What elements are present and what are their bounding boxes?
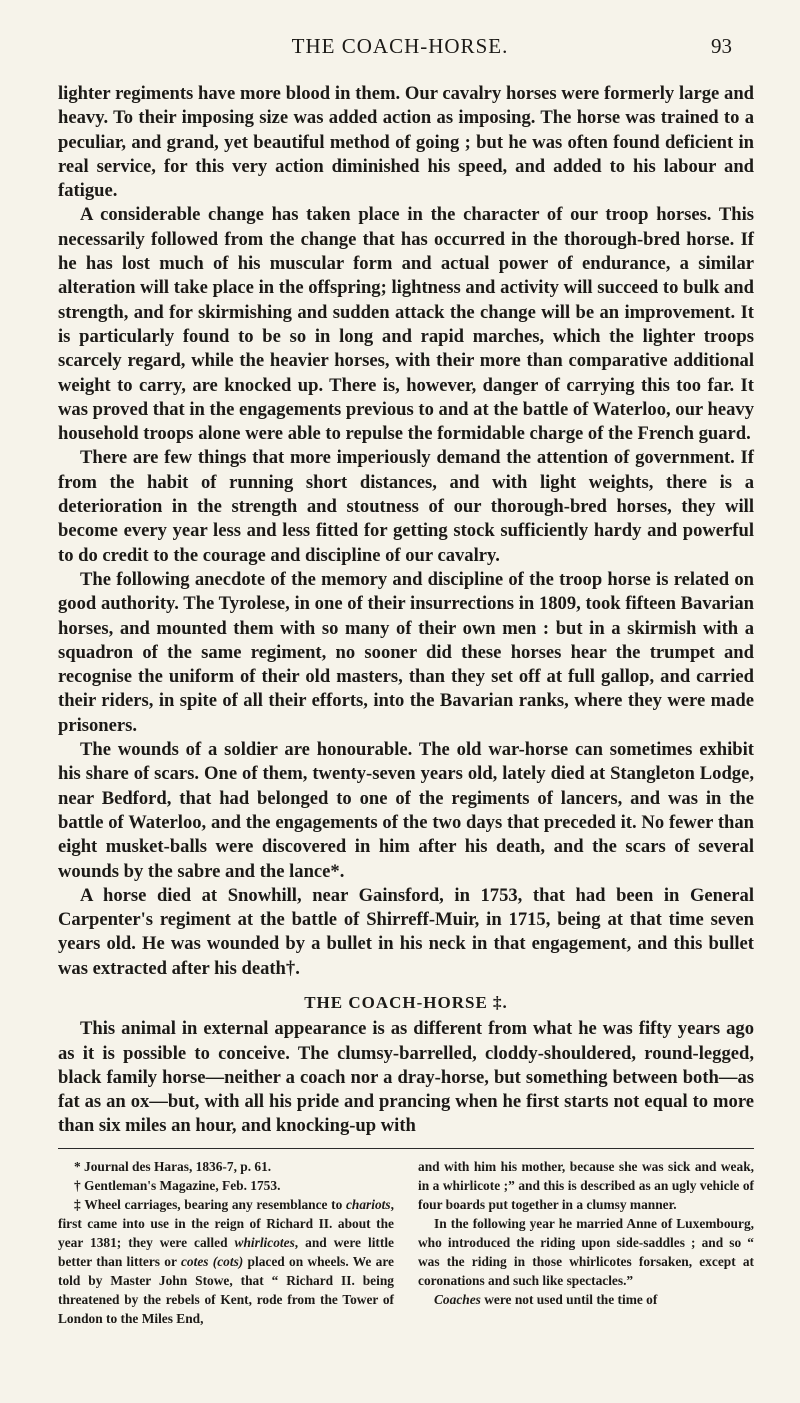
- paragraph-coach-horse: This animal in external appearance is as different from what he was fifty years ago as it is possible to conceive. The clumsy-barrelled, cloddy-shouldered, round-legged, black family horse—neither a coach nor a dray-horse, but something between both—as fat as an ox—but, with all his pride and prancing when he first starts not equal to more than six miles an hour, and knocking-up with: [58, 1018, 754, 1137]
- paragraph-cavalry-regiments: lighter regiments have more blood in them. Our cavalry horses were formerly large and heavy. To their imposing size was added action as imposing. The horse was trained to a peculiar, and grand, yet beautiful method of going ; but he was often found deficient in real service, for this very action diminished his speed, and added to his labour and fatigue.: [58, 83, 754, 202]
- footnote-3-text-c: , and were little better than litters or: [58, 1235, 394, 1269]
- footnote-1: * Journal des Haras, 1836-7, p. 61.: [74, 1159, 272, 1174]
- footnote-rule: [58, 1148, 754, 1149]
- footnote-3-coaches-word: Coaches: [434, 1292, 481, 1307]
- footnote-3-text-b: , first came into use in the reign of Richard II. about the year 1381; they were called: [58, 1197, 394, 1250]
- section-title-coach-horse: THE COACH-HORSE ‡.: [304, 992, 508, 1012]
- footnotes-right-column: [418, 1157, 754, 1328]
- footnote-2: † Gentleman's Magazine, Feb. 1753.: [74, 1178, 281, 1193]
- footnote-3-luxembourg: In the following year he married Anne of Luxembourg, who introduced the riding upon side-saddles ; and so “ was the riding in those whirlicotes forsaken, except at coronations and such like spectacles.”: [418, 1216, 754, 1288]
- running-title: THE COACH-HORSE.: [291, 34, 509, 58]
- paragraph-troop-horses-change: A considerable change has taken place in the character of our troop horses. This necessarily followed from the change that has occurred in the thorough-bred horse. If he has lost much of his muscular form and actual power of endurance, a similar alteration will take place in the offspring; lightness and activity will succeed to bulk and strength, and for skirmishing and sudden attack the change will be an improvement. It is particularly found to be so in long and rapid marches, which the lighter troops scarcely regard, while the heavier horses, with their more than comparative additional weight to carry, are knocked up. There is, however, danger of carrying this too far. It was proved that in the engagements previous to and at the battle of Waterloo, our heavy household troops alone were able to repulse the formidable charge of the French guard.: [58, 204, 754, 445]
- footnote-3-coaches-rest: were not used until the time of: [484, 1292, 658, 1307]
- footnote-3-whirlicotes: whirlicotes: [234, 1235, 295, 1250]
- paragraph-snowhill-horse: A horse died at Snowhill, near Gainsford, in 1753, that had been in General Carpenter's regiment at the battle of Shirreff-Muir, in 1715, being at that time seven years old. He was wounded by a bullet in his neck in that engagement, and this bullet was extracted after his death†.: [58, 884, 754, 979]
- footnote-3-text-d: placed on wheels. We are told by Master John Stowe, that “ Richard II. being threatened by the rebels of Kent, rode from the Tower of London to the Miles End,: [58, 1254, 394, 1326]
- footnote-3-continuation: and with him his mother, because she was sick and weak, in a whirlicote ;” and this is described as an ugly vehicle of four boards put together in a clumsy manner.: [418, 1159, 754, 1212]
- paragraph-government-attention: There are few things that more imperiously demand the attention of government. If from the habit of running short distances, and with light weights, there is a deterioration in the strength and stoutness of our thorough-bred horses, they will become every year less and less fitted for getting stock sufficiently hardy and powerful to do credit to the courage and discipline of our cavalry.: [58, 447, 754, 566]
- footnote-3-coaches: [418, 1290, 754, 1309]
- footnotes-left-column: [58, 1157, 394, 1328]
- footnote-3-chariots: chariots: [345, 1197, 391, 1212]
- footnotes: [58, 1157, 754, 1328]
- footnote-3-text-a: ‡ Wheel carriages, bearing any resemblance to: [74, 1197, 343, 1212]
- paragraph-war-horse-scars: The wounds of a soldier are honourable. The old war-horse can sometimes exhibit his share of scars. One of them, twenty-seven years old, lately died at Stangleton Lodge, near Bedford, that had belonged to one of the regiments of lancers, and was in the battle of Waterloo, and the engagements of the two days that preceded it. No fewer than eight musket-balls were discovered in him after his death, and the scars of several wounds by the sabre and the lance*.: [58, 739, 754, 882]
- page-number: 93: [711, 34, 732, 58]
- body-text: [58, 82, 754, 1139]
- footnote-3-cotes: cotes (cots): [180, 1254, 244, 1269]
- paragraph-tyrolese-anecdote: The following anecdote of the memory and discipline of the troop horse is related on good authority. The Tyrolese, in one of their insurrections in 1809, took fifteen Bavarian horses, and mounted them with so many of their own men : but in a skirmish with a squadron of the same regiment, no sooner did these horses hear the trumpet and recognise the uniform of their old masters, than they set off at full gallop, and carried their riders, in spite of all their efforts, into the Bavarian ranks, where they were made prisoners.: [58, 568, 754, 736]
- footnote-3: [58, 1195, 394, 1328]
- running-head: [0, 34, 800, 70]
